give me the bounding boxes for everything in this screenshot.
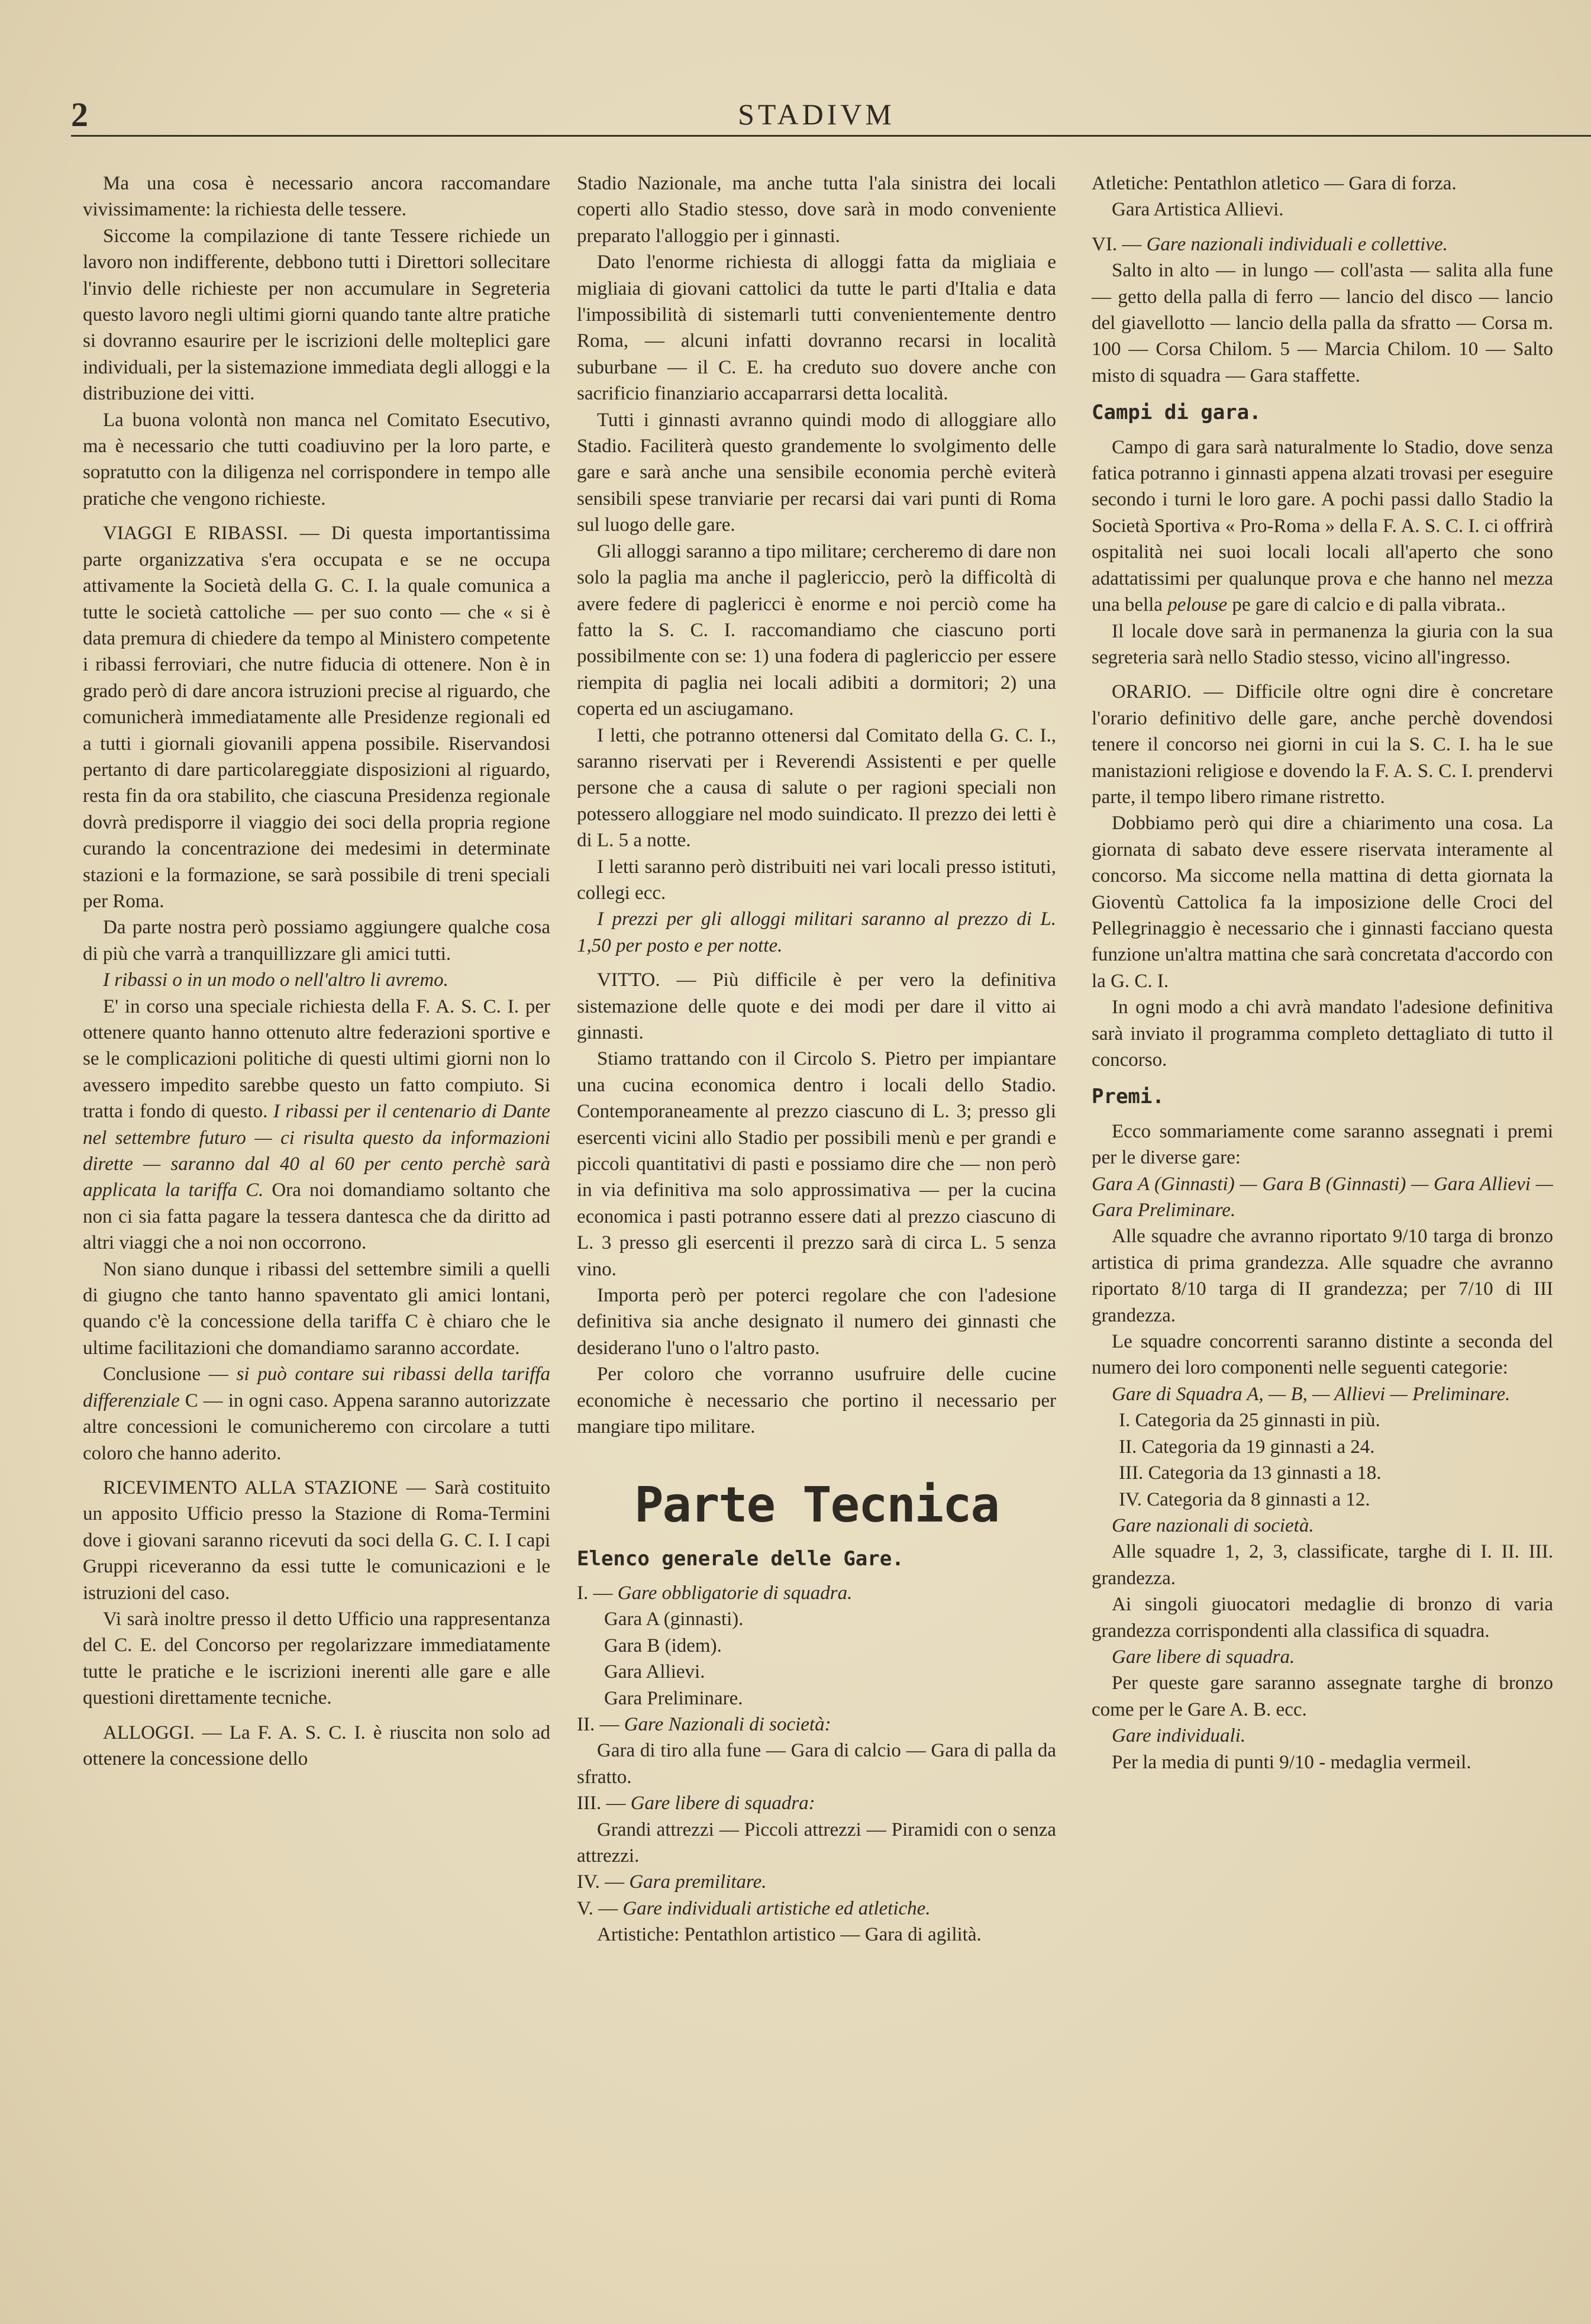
page-number: 2 [71,95,88,134]
paragraph: Importa però per poterci regolare che con l'adesione definitiva sia anche designato il numero dei ginnasti che desiderano l'uno o l'altro pasto. [577,1285,1056,1359]
list-item: III. Categoria da 13 ginnasti a 18. [1119,1462,1382,1484]
paragraph: Tutti i ginnasti avranno quindi modo di alloggiare allo Stadio. Faciliterà questo grandemente lo svolgimento delle gare e sarà anche una sensibile economia perchè eviterà sensibili spese tranviarie per recarsi dai vari punti di Roma sul luogo delle gare. [577,409,1056,536]
text-run: pe gare di calcio e di palla vibrata.. [1227,594,1506,616]
text-run: Campo di gara sarà naturalmente lo Stadio, dove senza fatica potranno i ginnasti appena alzati trovasi per eseguire secondo i turni le loro gare. A pochi passi dallo Stadio la Società Sportiva « Pro-Roma » della F. A. S. C. I. ci offrirà ospitalità nei suoi locali locali all'aperto che sono adattatissimi per qualunque prova e che hanno nel mezza una bella [1092,436,1553,616]
column-1 [83,170,550,1772]
page-header [71,95,1562,136]
italic-run: pelouse [1167,594,1228,616]
paragraph: Alle squadre 1, 2, 3, classificate, targhe di I. II. III. grandezza. [1092,1541,1553,1589]
paragraph-orario: ORARIO. — Difficile oltre ogni dire è concretare l'orario definitivo delle gare, anche perchè dovendosi tenere il concorso nei giorni in cui la S. C. I. ha le sue manistazioni religiose e dovendo la F. A. S. C. I. prendervi parte, il tempo libero rimane ristretto. [1092,681,1553,808]
list-heading [577,1580,1056,1606]
paragraph: Alle squadre che avranno riportato 9/10 targa di bronzo artistica di prima grandezza. Alle squadre che avranno riportato 8/10 targa di II grandezza; per 7/10 di III grandezza. [1092,1226,1553,1326]
column-2 [577,170,1056,1948]
paragraph-viaggi: VIAGGI E RIBASSI. — Di questa importantissima parte organizzativa s'era occupata e se ne occupa attivamente la Società della G. C. I. la quale comunica a tutte le società cattoliche — per suo conto — che « si è data premura di chiedere da tempo al Ministero competente i ribassi ferroviari, che nutre fiducia di ottenere. Non è in grado però di dare ancora istruzioni precise al riguardo, che comunicherà immediatamente alle Presidenze regionali ed a tutti i giornali giovanili appena possibile. Riservandosi pertanto di dare particolareggiate disposizioni al riguardo, resta fin da ora stabilito, che ciascuna Presidenza regionale dovrà predisporre il viaggio dei soci della propria regione curando la concentrazione dei medesimi in determinate stazioni e la formazione, se sarà possibile di treni speciali per Roma. [83,523,550,912]
list-number: I. — [577,1582,618,1604]
paragraph: Siccome la compilazione di tante Tessere richiede un lavoro non indifferente, debbono tutti i Direttori sollecitare l'invio delle richieste per non accumulare in Segreteria questo lavoro negli ultimi giorni quando tante altre pratiche si dovranno esaurire per le iscrizioni delle molteplici gare individuali, per la sistemazione immediata degli alloggi e la distribuzione dei vitti. [83,225,550,405]
paragraph: Vi sarà inoltre presso il detto Ufficio una rappresentanza del C. E. del Concorso per regolarizzare immediatamente tutte le pratiche e le iscrizioni inerenti alle gare e alle questioni direttamente tecniche. [83,1608,550,1709]
paragraph: Il locale dove sarà in permanenza la giuria con la sua segreteria sarà nello Stadio stesso, vicino all'ingresso. [1092,620,1553,668]
list-heading [577,1896,1056,1922]
italic-run: I ribassi per il centenario di Dante nel settembre futuro — ci risulta questo da informazioni dirette — saranno dal 40 al 60 per cento perchè sarà applicata la tariffa C. [83,1101,550,1201]
list-item: II. Categoria da 19 ginnasti a 24. [1119,1436,1375,1458]
paragraph: Le squadre concorrenti saranno distinte a seconda del numero dei loro componenti nelle seguenti categorie: [1092,1331,1553,1379]
paragraph-italic: I ribassi o in un modo o nell'altro li avremo. [103,969,448,991]
subsection-title-premi: Premi. [1092,1085,1164,1109]
text-run: C — in ogni caso. Appena saranno autorizzate altre concessioni le comunicheremo con circolare a tutti coloro che hanno aderito. [83,1390,550,1464]
list-number: IV. — [577,1871,630,1893]
list-number: VI. — [1092,233,1147,255]
subsection-title-campi: Campi di gara. [1092,401,1261,425]
paragraph: Per la media di punti 9/10 - medaglia vermeil. [1112,1751,1471,1773]
list-item: Gara Preliminare. [604,1687,743,1709]
paragraph: Salto in alto — in lungo — coll'asta — salita alla fune — getto della palla di ferro — lancio del disco — lancio del giavellotto — lancio della palla da sfratto — Corsa m. 100 — Corsa Chilom. 5 — Marcia Chilom. 10 — Salto misto di squadra — Gara staffette. [1092,260,1553,386]
list-item: I. Categoria da 25 ginnasti in più. [1119,1410,1380,1432]
paragraph: Da parte nostra però possiamo aggiungere qualche cosa di più che varrà a tranquillizzare gli amici tutti. [83,917,550,965]
list-number: II. — [577,1713,624,1735]
list-item: Gara Allievi. [604,1661,705,1683]
section-title-parte-tecnica: Parte Tecnica [634,1477,999,1533]
text-run: Ora noi domandiamo soltanto che non ci sia fatta pagare la tessera dantesca che da diritto ad altri viaggi che a noi non occorrono. [83,1179,550,1254]
list-title: Gare obbligatorie di squadra. [617,1582,853,1604]
subsection-title-elenco: Elenco generale delle Gare. [577,1546,904,1571]
paragraph: Per coloro che vorranno usufruire delle cucine economiche è necessario che portino il necessario per mangiare tipo militare. [577,1364,1056,1438]
paragraph-italic: I prezzi per gli alloggi militari saranno al prezzo di L. 1,50 per posto e per notte. [577,908,1056,956]
paragraph: Dato l'enorme richiesta di alloggi fatta da migliaia e migliaia di giovani cattolici da tutte le parti d'Italia e data l'impossibilità di sistemarli tutti convenientemente dentro Roma, — alcuni infatti dovranno recarsi in località suburbane — il C. E. ha creduto suo dovere anche con sacrificio finanziario accaparrarsi detta località. [577,252,1056,405]
paragraph [83,1361,550,1466]
list-item: Grandi attrezzi — Piccoli attrezzi — Piramidi con o senza attrezzi. [577,1819,1056,1867]
list-title: Gara premilitare. [629,1871,767,1893]
text-run: E' in corso una speciale richiesta della F. A. S. C. I. per ottenere quanto hanno ottenuto altre federazioni sportive e se le complicazioni politiche di questi ultimi giorni non lo avessero impedito sarebbe questo un fatto compiuto. Si tratta i fondo di questo. [83,995,550,1123]
paragraph: Dobbiamo però qui dire a chiarimento una cosa. La giornata di sabato deve essere riservata interamente al concorso. Ma siccome nella mattina di detta giornata la Gioventù Cattolica fa la imposizione delle Croci del Pellegrinaggio è necessario che i ginnasti facciano questa funzione un'altra mattina che sarà concretata d'accordo con la G. C. I. [1092,813,1553,992]
list-title: Gare individuali artistiche ed atletiche. [622,1897,931,1919]
paragraph: Ai singoli giuocatori medaglie di bronzo di varia grandezza corrispondenti alla classifica di squadra. [1092,1594,1553,1642]
paragraph [1092,434,1553,618]
paragraph: In ogni modo a chi avrà mandato l'adesione definitiva sarà inviato il programma completo dettagliato di tutto il concorso. [1092,997,1553,1071]
list-item: Gara B (idem). [604,1635,722,1656]
list-number: V. — [577,1897,623,1919]
list-item: Gara A (ginnasti). [604,1609,744,1630]
italic-run: si può contare sui ribassi della tariffa differenziale [83,1364,551,1411]
paragraph: Gara Artistica Allievi. [1112,199,1284,221]
paragraph-ricevimento: RICEVIMENTO ALLA STAZIONE — Sarà costituito un apposito Ufficio presso la Stazione di Roma-Termini dove i giovani saranno ricevuti da soci della G. C. I. I capi Gruppi riceveranno da essi tutte le comunicazioni e le istruzioni del caso. [83,1477,550,1604]
list-title: Gare nazionali individuali e collettive. [1146,233,1448,255]
list-item: IV. Categoria da 8 ginnasti a 12. [1119,1488,1370,1510]
paragraph-italic: Gare nazionali di società. [1112,1514,1314,1536]
paragraph-vitto: VITTO. — Più difficile è per vero la definitiva sistemazione delle quote e dei modi per dare il vitto ai ginnasti. [577,969,1056,1043]
header-rule [71,135,1591,137]
paragraph: Ecco sommariamente come saranno assegnati i premi per le diverse gare: [1092,1120,1553,1169]
list-number: III. — [577,1793,631,1814]
paragraph-italic: Gare libere di squadra. [1112,1646,1295,1668]
list-title: Gare libere di squadra: [630,1793,815,1814]
paragraph [83,994,550,1256]
list-title: Gare Nazionali di società: [624,1713,831,1735]
list-heading [1092,231,1553,257]
paragraph: Stiamo trattando con il Circolo S. Pietro per impiantare una cucina economica dentro i locali dello Stadio. Contemporaneamente al prezzo ciascuno di L. 3; presso gli esercenti vicini allo Stadio per possibili menù e per grandi e piccoli quantitativi di pasti e possiamo dire che — non però in via definitiva ma solo approssimativa — per la cucina economica i pasti potranno essere dati al prezzo ciascuno di L. 3 presso gli esercenti il prezzo sarà di circa L. 5 senza vino. [577,1048,1056,1280]
list-heading [577,1711,1056,1738]
paragraph: I letti, che potranno ottenersi dal Comitato della G. C. I., saranno riservati per i Reverendi Assistenti e per quelle persone che a causa di salute o per ragioni speciali non potessero alloggiare nel modo suindicato. Il prezzo dei letti è di L. 5 a notte. [577,724,1056,852]
paragraph-italic: Gare individuali. [1112,1725,1246,1747]
paragraph-italic: Gare di Squadra A, — B, — Allievi — Preliminare. [1112,1383,1511,1405]
list-heading [577,1869,1056,1895]
paragraph: Per queste gare saranno assegnate targhe di bronzo come per le Gare A. B. ecc. [1092,1672,1553,1720]
paragraph: Non siano dunque i ribassi del settembre simili a quelli di giugno che tanto hanno spaventato gli amici lontani, quando c'è la concessione della tariffa C è chiaro che le ultime facilitazioni che domandiamo saranno accordate. [83,1258,550,1359]
paragraph-italic: Gara A (Ginnasti) — Gara B (Ginnasti) — Gara Allievi — Gara Preliminare. [1092,1173,1553,1221]
paragraph: Gli alloggi saranno a tipo militare; cercheremo di dare non solo la paglia ma anche il paglericcio, però la difficoltà di avere federe di paglericci è enorme e noi perciò come ha fatto la S. C. I. raccomandiamo che ciascuno porti possibilmente con se: 1) una fodera di paglericcio per essere riempita di paglia nei locali adibiti a dormitori; 2) una coperta ed un asciugamano. [577,540,1056,720]
paragraph: I letti saranno però distribuiti nei vari locali presso istituti, collegi ecc. [577,856,1056,904]
paragraph: La buona volontà non manca nel Comitato Esecutivo, ma è necessario che tutti coadiuvino per la loro parte, e sopratutto con la diligenza nel corrispondere in tempo alle pratiche che vengono richieste. [83,409,550,510]
paragraph-alloggi: ALLOGGI. — La F. A. S. C. I. è riuscita non solo ad ottenere la concessione dello [83,1722,550,1769]
paragraph: Stadio Nazionale, ma anche tutta l'ala sinistra dei locali coperti allo Stadio stesso, dove sarà in modo conveniente preparato l'alloggio per i ginnasti. [577,173,1056,247]
masthead-title: STADIVM [738,98,895,131]
list-heading [577,1790,1056,1816]
paragraph: Atletiche: Pentathlon atletico — Gara di forza. [1092,173,1457,194]
paragraph: Ma una cosa è necessario ancora raccomandare vivissimamente: la richiesta delle tessere. [83,173,550,221]
list-item: Gara di tiro alla fune — Gara di calcio — Gara di palla da sfratto. [577,1740,1056,1788]
text-run: Conclusione — [103,1364,237,1385]
list-item: Artistiche: Pentathlon artistico — Gara di agilità. [597,1924,982,1946]
column-3 [1092,170,1553,1775]
